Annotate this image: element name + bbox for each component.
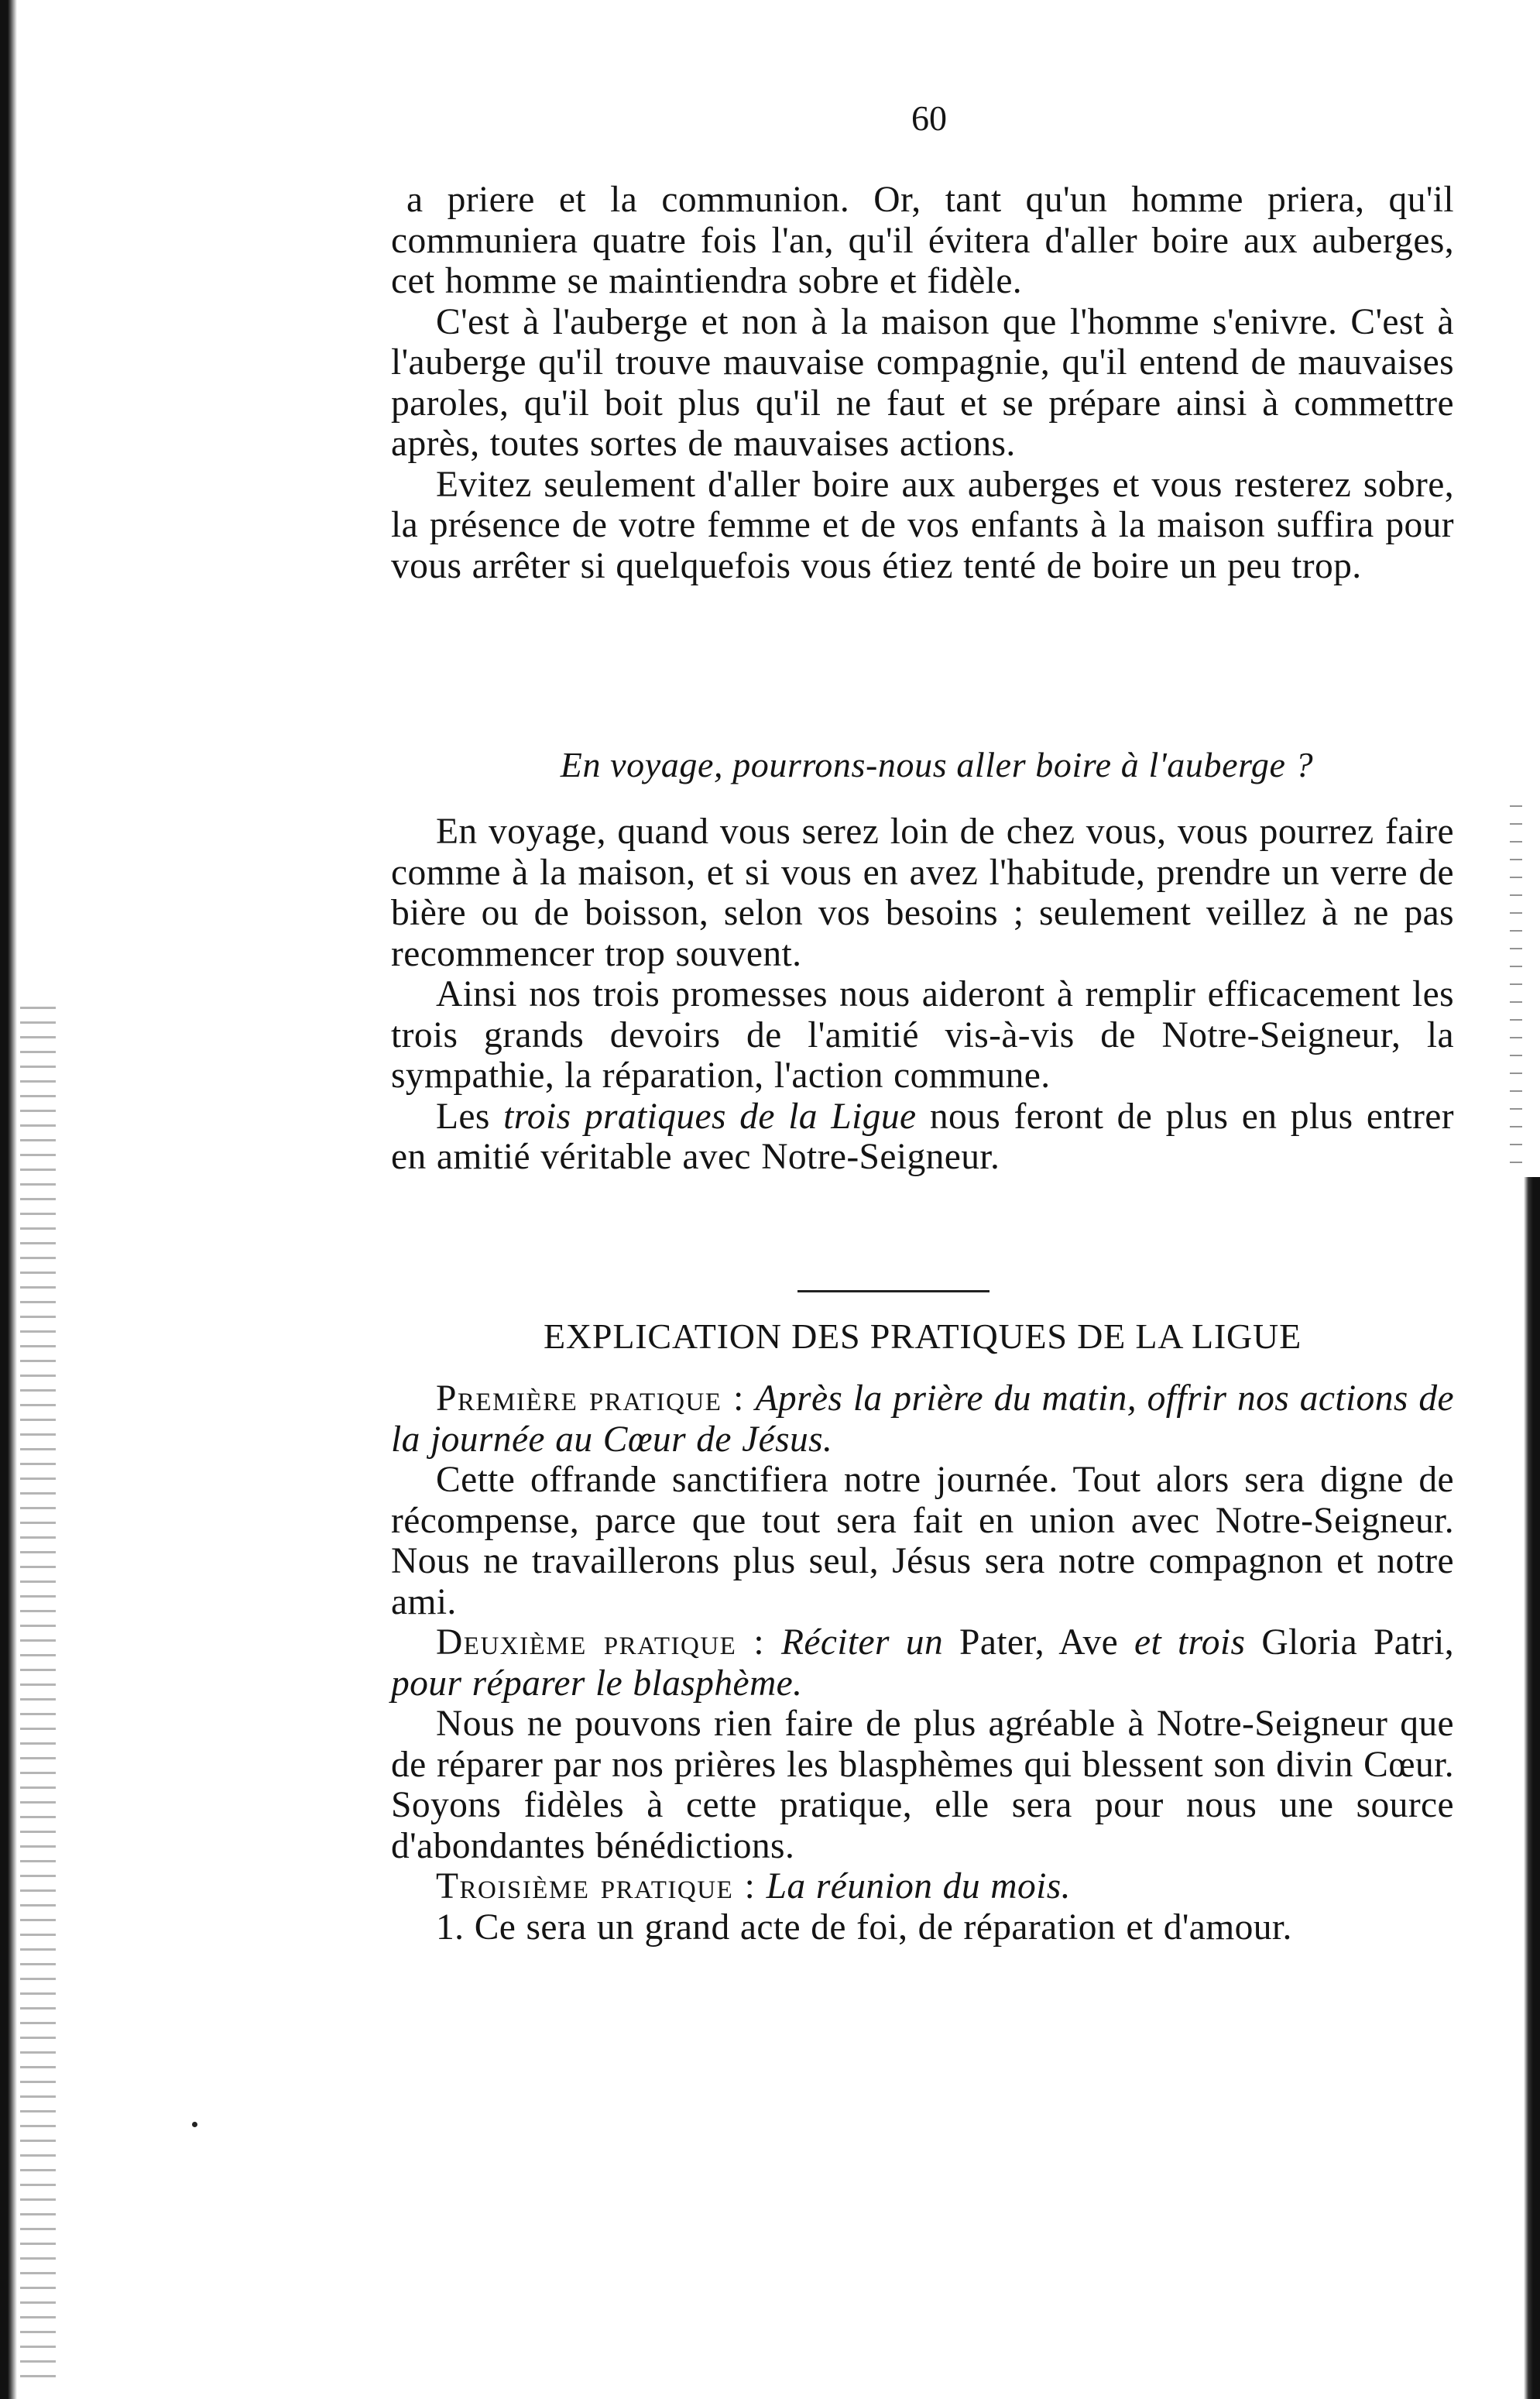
scan-left-margin-marks	[20, 1007, 56, 2385]
paragraph-en-voyage: En voyage, quand vous serez loin de chez vous, vous pourrez faire comme à la maison, et si vous en avez l'habitude, prendre un verre de bière ou de boisson, selon vos besoins ; seulement veillez à ne pas recommencer trop souvent.	[391, 812, 1454, 974]
second-practice-title	[391, 1622, 1454, 1704]
paragraph-auberge: C'est à l'auberge et non à la maison que l'homme s'enivre. C'est à l'auberge qu'il trouve mauvaise compagnie, qu'il entend de mauvaises paroles, qu'il boit plus qu'il ne faut et se prépare ainsi à commettre après, toutes sortes de mauvaises actions.	[391, 301, 1454, 464]
first-practice-label: Première pratique :	[436, 1378, 745, 1419]
scan-right-margin-marks	[1510, 805, 1522, 1177]
scan-left-edge	[0, 0, 17, 2399]
paragraph-priere: a priere et la communion. Or, tant qu'un homme priera, qu'il communiera quatre fois l'an, qu'il évitera d'aller boire aux auberges, cet homme se maintiendra sobre et fidèle.	[391, 180, 1454, 301]
pratiques-section	[391, 1378, 1454, 1948]
second-practice-label: Deuxième pratique :	[436, 1622, 766, 1663]
third-practice-statement: La réunion du mois.	[766, 1866, 1071, 1907]
scan-right-edge	[1524, 1177, 1540, 2399]
ink-speck	[192, 2122, 197, 2127]
paragraph-pratiques-ligue	[391, 1097, 1454, 1178]
third-practice-label: Troisième pratique :	[436, 1866, 756, 1907]
paragraph-evitez: Evitez seulement d'aller boire aux auberges et vous resterez sobre, la présence de votre femme et de vos enfants à la maison suffira pour vous arrêter si quelquefois vous étiez tenté de boire un peu trop.	[391, 464, 1454, 586]
paragraph-promesses: Ainsi nos trois promesses nous aideront à remplir efficacement les trois grands devoirs de l'amitié vis-à-vis de Notre-Seigneur, la sympathie, la réparation, l'action commune.	[391, 974, 1454, 1096]
first-practice-title	[391, 1378, 1454, 1460]
third-practice-text: 1. Ce sera un grand acte de foi, de réparation et d'amour.	[436, 1907, 1292, 1948]
section-heading: EXPLICATION DES PRATIQUES DE LA LIGUE	[544, 1316, 1302, 1356]
italic-phrase: pour réparer le blasphème.	[391, 1663, 803, 1704]
intro-section	[391, 180, 1454, 586]
voyage-section	[391, 812, 1454, 1178]
italic-phrase: Réciter un	[780, 1622, 944, 1663]
section-subtitle: En voyage, pourrons-nous aller boire à l'auberge ?	[560, 745, 1314, 784]
text-run: Gloria Patri,	[1261, 1622, 1454, 1663]
second-practice-text: Nous ne pouvons rien faire de plus agréable à Notre-Seigneur que de réparer par nos prières les blasphèmes qui blessent son divin Cœur. Soyons fidèles à cette pratique, elle sera pour nous une source d'abondantes bénédictions.	[391, 1704, 1454, 1866]
first-practice-text: Cette offrande sanctifiera notre journée. Tout alors sera digne de récompense, parce que tout sera fait en union avec Notre-Seigneur. Nous ne travaillerons plus seul, Jésus sera notre compagnon et notre ami.	[391, 1460, 1454, 1622]
section-divider	[797, 1290, 990, 1292]
text-run: Les	[436, 1096, 490, 1137]
italic-phrase: et trois	[1134, 1622, 1246, 1663]
third-practice-title	[391, 1866, 1454, 1907]
text-run: Pater, Ave	[959, 1622, 1119, 1663]
first-practice-statement: Après la prière du matin, offrir nos actions de la journée au Cœur de Jésus.	[391, 1378, 1454, 1460]
italic-phrase: trois pratiques de la Ligue	[503, 1096, 917, 1137]
page-number: 60	[911, 98, 947, 138]
text-run: nous feront de plus en plus entrer en amitié véritable avec Notre-Seigneur.	[391, 1096, 1454, 1177]
